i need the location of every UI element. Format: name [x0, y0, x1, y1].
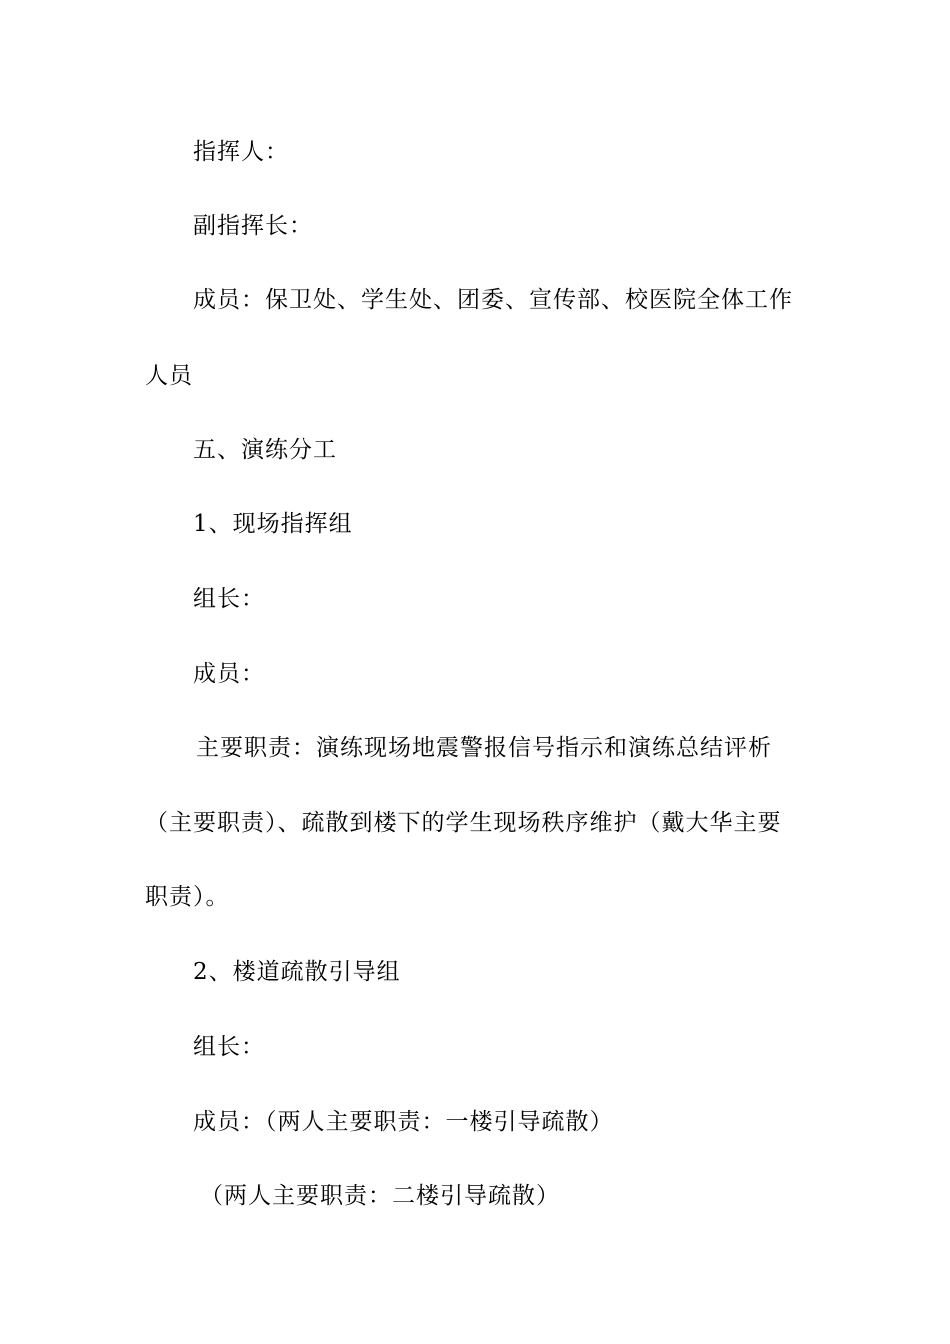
group-2-leader: 组长： — [193, 1034, 265, 1060]
section-heading: 五、演练分工 — [193, 437, 337, 463]
deputy-commander-line: 副指挥长： — [193, 213, 313, 239]
group-2-members: 成员：（两人主要职责：一楼引导疏散） — [193, 1109, 614, 1135]
members-line-cont: 人员 — [145, 363, 193, 389]
group-1-duties-cont-2: 职责）。 — [145, 884, 230, 910]
group-1-members: 成员： — [193, 661, 265, 687]
group-2-heading: 2、楼道疏散引导组 — [193, 959, 401, 985]
members-line: 成员：保卫处、学生处、团委、宣传部、校医院全体工作 — [193, 287, 793, 313]
group-1-duties: 主要职责：演练现场地震警报信号指示和演练总结评析 — [196, 735, 772, 761]
commander-line: 指挥人： — [193, 139, 289, 165]
group-1-duties-cont-1: （主要职责）、疏散到楼下的学生现场秩序维护（戴大华主要 — [145, 810, 782, 836]
group-1-leader: 组长： — [193, 586, 265, 612]
group-1-heading: 1、现场指挥组 — [193, 511, 353, 537]
group-2-members-cont: （两人主要职责：二楼引导疏散） — [200, 1183, 560, 1209]
